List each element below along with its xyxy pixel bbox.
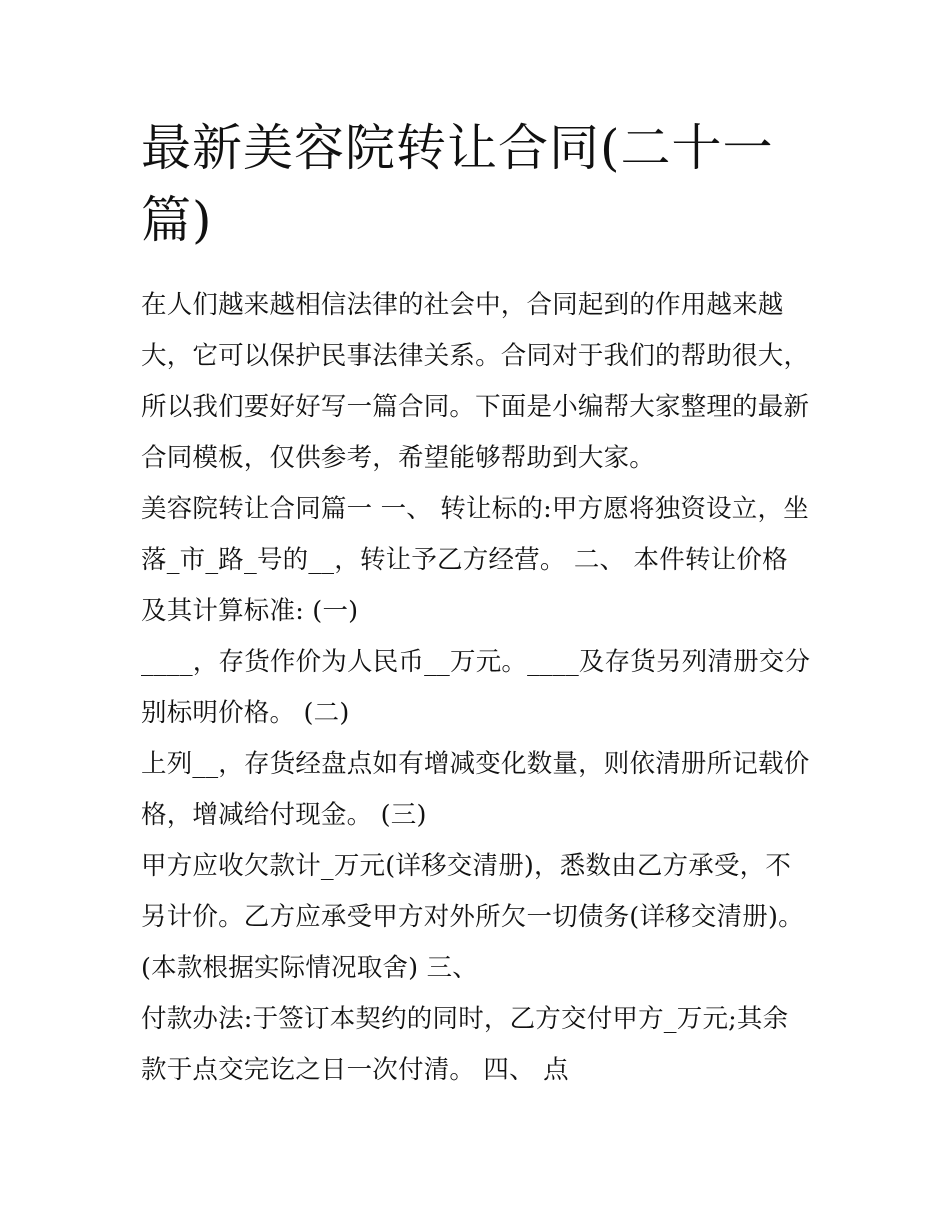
document-title: 最新美容院转让合同(二十一篇): [141, 119, 774, 249]
clause-paragraph: 美容院转让合同篇一 一、 转让标的:甲方愿将独资设立，坐落_市_路_号的__，转让予乙方经营。 二、 本件转让价格及其计算标准: (一): [141, 494, 809, 626]
clause-paragraph: 付款办法:于签订本契约的同时，乙方交付甲方_万元;其余款于点交完讫之日一次付清。 四、 点: [141, 1004, 789, 1085]
clause-paragraph: 上列__，存货经盘点如有增减变化数量，则依清册所记载价格，增减给付现金。 (三): [141, 749, 810, 830]
intro-paragraph: 在人们越来越相信法律的社会中，合同起到的作用越来越大，它可以保护民事法律关系。合同对于我们的帮助很大，所以我们要好好写一篇合同。下面是小编帮大家整理的最新合同模板，仅供参考，希望能够帮助到大家。: [141, 290, 810, 473]
clause-paragraph: ____，存货作价为人民币__万元。____及存货另列清册交分别标明价格。 (二): [141, 647, 811, 728]
document-body: [141, 280, 813, 1096]
clause-paragraph: 甲方应收欠款计_万元(详移交清册)，悉数由乙方承受，不另计价。乙方应承受甲方对外所欠一切债务(详移交清册)。(本款根据实际情况取舍) 三、: [141, 851, 804, 983]
